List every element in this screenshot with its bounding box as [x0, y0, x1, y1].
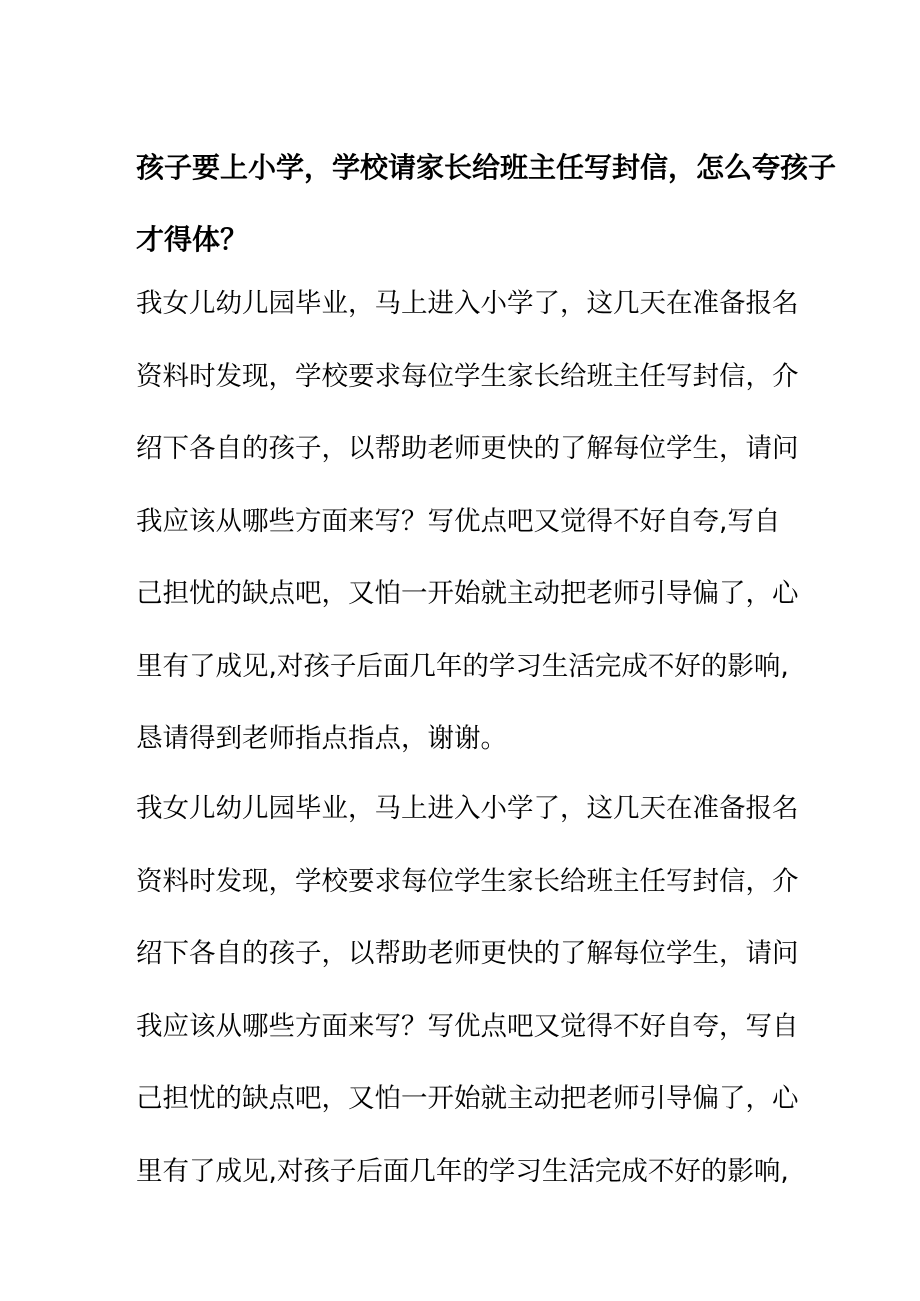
paragraph-line: 我女儿幼儿园毕业，马上进入小学了，这几天在准备报名	[136, 288, 799, 319]
paragraph-line: 我女儿幼儿园毕业，马上进入小学了，这几天在准备报名	[136, 793, 799, 824]
body-paragraph	[136, 268, 816, 776]
paragraph-line: 己担忧的缺点吧，又怕一开始就主动把老师引导偏了，心	[136, 1083, 799, 1114]
paragraph-line: 里有了成见,对孩子后面几年的学习生活完成不好的影响,	[136, 650, 789, 682]
paragraph-line: 绍下各自的孩子，以帮助老师更快的了解每位学生，请问	[136, 938, 799, 969]
title-line: 孩子要上小学，学校请家长给班主任写封信，怎么夸孩子	[136, 151, 837, 184]
title-line: 才得体？	[136, 223, 249, 256]
paragraph-line: 我应该从哪些方面来写？写优点吧又觉得不好自夸,写自	[136, 505, 781, 537]
paragraph-line: 里有了成见,对孩子后面几年的学习生活完成不好的影响,	[136, 1155, 789, 1187]
body-paragraph	[136, 773, 816, 1208]
paragraph-line: 资料时发现，学校要求每位学生家长给班主任写封信，介	[136, 360, 799, 392]
paragraph-line: 我应该从哪些方面来写？写优点吧又觉得不好自夸，写自	[136, 1010, 799, 1042]
paragraph-line: 绍下各自的孩子，以帮助老师更快的了解每位学生，请问	[136, 433, 799, 464]
paragraph-line: 己担忧的缺点吧，又怕一开始就主动把老师引导偏了，心	[136, 578, 799, 609]
paragraph-line: 资料时发现，学校要求每位学生家长给班主任写封信，介	[136, 865, 799, 897]
paragraph-line: 恳请得到老师指点指点，谢谢。	[136, 723, 507, 754]
document-title	[136, 132, 837, 276]
